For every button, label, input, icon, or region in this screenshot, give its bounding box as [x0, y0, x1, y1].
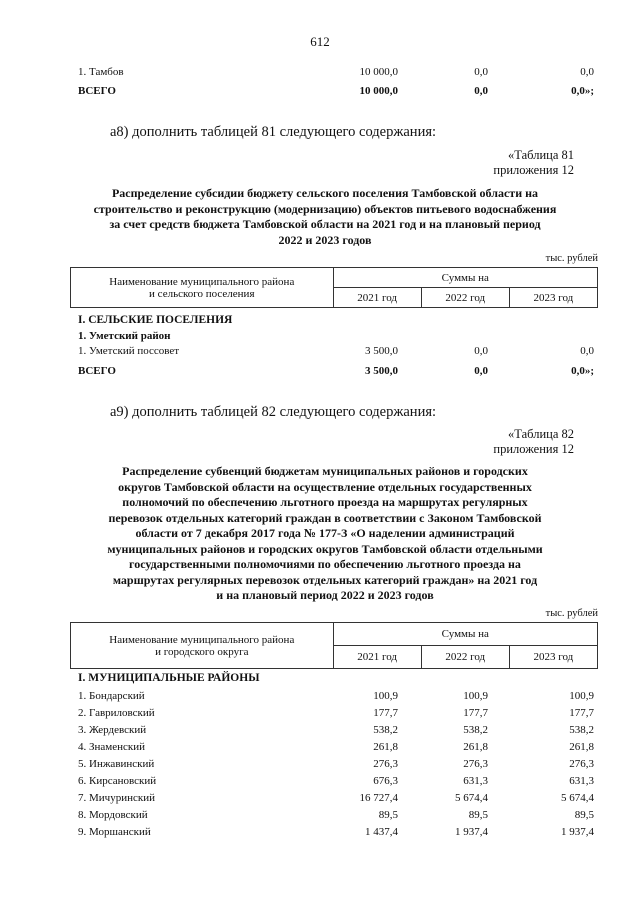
- year-2021-header: 2021 год: [333, 288, 421, 308]
- table-row: 3. Жердевский 538,2 538,2 538,2: [78, 724, 594, 736]
- table-row: 1. Бондарский 100,9 100,9 100,9: [78, 690, 594, 702]
- total-row: ВСЕГО 10 000,0 0,0 0,0»;: [78, 85, 594, 97]
- subsection-heading: 1. Уметский район: [78, 330, 171, 342]
- amendment-a8-paragraph: а8) дополнить таблицей 81 следующего содержания:: [110, 124, 437, 140]
- units-label: тыс. рублей: [545, 608, 598, 619]
- page-number: 612: [310, 34, 330, 49]
- name-column-header: Наименование муниципального района и городского округа: [71, 623, 334, 669]
- table-82-title: Распределение субвенций бюджетам муниципальных районов и городских округов Тамбовской области на осуществление отдельных государственных полномочий по обеспечению льготного проезда на маршрутах регулярных перевозок отдельных категорий граждан в соответствии с Законом Тамбовской области от 7 декабря 2017 года № 177-З «О наделении администраций муниципальных районов и городских округов Тамбовской области отдельными государственными полномочиями по обеспечению льготного проезда на маршрутах регулярных перевозок отдельных категорий граждан» на 2021 год и на плановый период 2022 и 2023 годов: [107, 464, 543, 602]
- table-row: 9. Моршанский 1 437,4 1 937,4 1 937,4: [78, 826, 594, 838]
- year-2021-header: 2021 год: [333, 646, 421, 669]
- section-heading: I. СЕЛЬСКИЕ ПОСЕЛЕНИЯ: [78, 314, 233, 326]
- total-row: ВСЕГО 3 500,0 0,0 0,0»;: [78, 365, 594, 377]
- table-82-reference: «Таблица 82 приложения 12: [493, 427, 574, 456]
- table-row: 5. Инжавинский 276,3 276,3 276,3: [78, 758, 594, 770]
- table-row: 7. Мичуринский 16 727,4 5 674,4 5 674,4: [78, 792, 594, 804]
- year-2022-header: 2022 год: [421, 646, 509, 669]
- year-2022-header: 2022 год: [421, 288, 509, 308]
- year-2023-header: 2023 год: [509, 288, 597, 308]
- sums-header: Суммы на: [333, 623, 597, 646]
- table-row: 1. Уметский поссовет 3 500,0 0,0 0,0: [78, 345, 594, 357]
- table-81-title: Распределение субсидии бюджету сельского поселения Тамбовской области на строительство и реконструкцию (модернизацию) объектов питьевого водоснабжения за счет средств бюджета Тамбовской области на 2021 год и на плановый период 2022 и 2023 годов: [93, 186, 557, 247]
- year-2023-header: 2023 год: [509, 646, 597, 669]
- table-82-header: [70, 622, 598, 669]
- table-81-header: [70, 267, 598, 308]
- table-81-reference: «Таблица 81 приложения 12: [493, 148, 574, 177]
- table-row: 4. Знаменский 261,8 261,8 261,8: [78, 741, 594, 753]
- table-row: 8. Мордовский 89,5 89,5 89,5: [78, 809, 594, 821]
- amendment-a9-paragraph: а9) дополнить таблицей 82 следующего содержания:: [110, 404, 437, 420]
- table-row: 2. Гавриловский 177,7 177,7 177,7: [78, 707, 594, 719]
- units-label: тыс. рублей: [545, 253, 598, 264]
- table-row: 1. Тамбов 10 000,0 0,0 0,0: [78, 66, 594, 78]
- sums-header: Суммы на: [333, 268, 597, 288]
- table-row: 6. Кирсановский 676,3 631,3 631,3: [78, 775, 594, 787]
- name-column-header: Наименование муниципального района и сельского поселения: [71, 268, 334, 308]
- section-heading: I. МУНИЦИПАЛЬНЫЕ РАЙОНЫ: [78, 672, 260, 684]
